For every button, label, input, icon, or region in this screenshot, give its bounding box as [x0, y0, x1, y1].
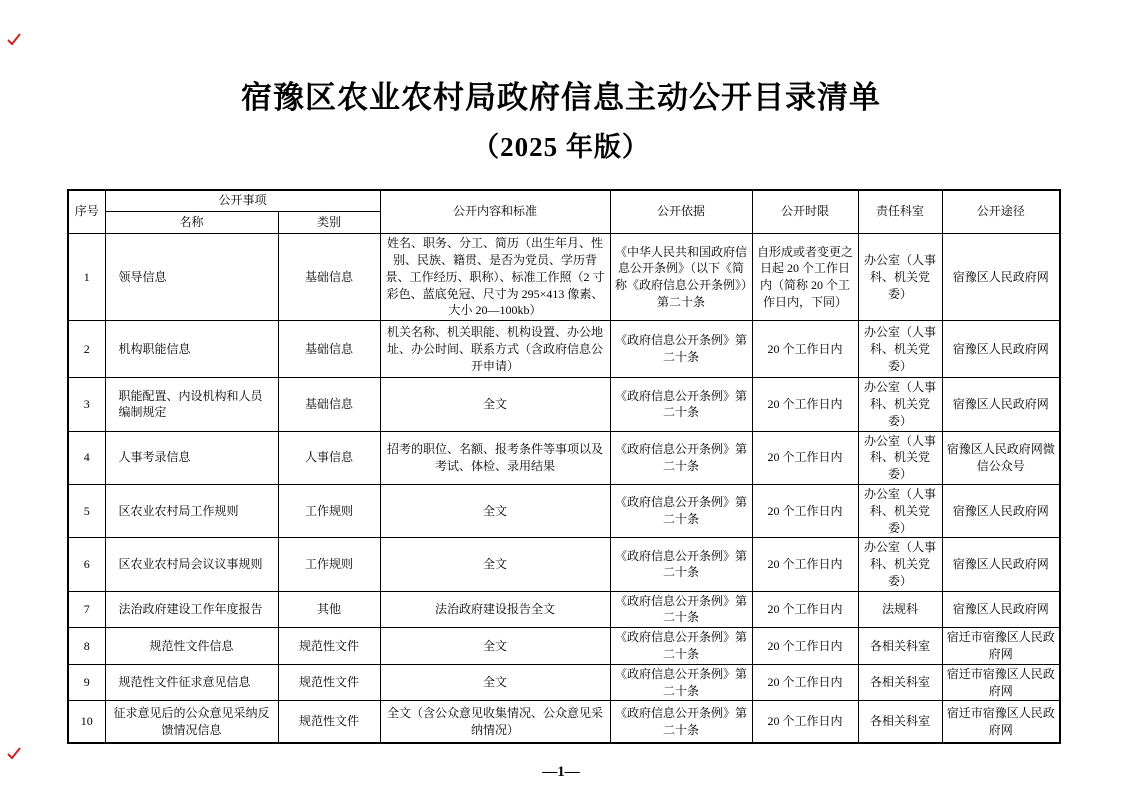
cell-channel: 宿豫区人民政府网 — [942, 591, 1060, 628]
table-row — [68, 484, 1060, 537]
cell-channel: 宿豫区人民政府网 — [942, 538, 1060, 591]
cell-time-limit: 20 个工作日内 — [752, 628, 858, 665]
cell-content: 机关名称、机关职能、机构设置、办公地址、办公时间、联系方式（含政府信息公开申请） — [380, 321, 610, 378]
table-row — [68, 701, 1060, 743]
cell-category: 工作规则 — [278, 538, 380, 591]
cell-time-limit: 自形成或者变更之日起 20 个工作日内（简称 20 个工作日内，下同） — [752, 234, 858, 321]
cell-category: 其他 — [278, 591, 380, 628]
cell-basis: 《政府信息公开条例》第二十条 — [610, 484, 752, 537]
cell-department: 办公室（人事科、机关党委） — [858, 538, 942, 591]
table-row — [68, 591, 1060, 628]
cell-name: 区农业农村局会议议事规则 — [105, 538, 278, 591]
cell-index: 8 — [68, 628, 105, 665]
cell-department: 各相关科室 — [858, 664, 942, 701]
cell-name: 区农业农村局工作规则 — [105, 484, 278, 537]
red-crop-mark-bottom-icon — [6, 746, 22, 760]
cell-channel: 宿豫区人民政府网 — [942, 484, 1060, 537]
cell-channel: 宿迁市宿豫区人民政府网 — [942, 664, 1060, 701]
cell-category: 基础信息 — [278, 321, 380, 378]
col-header-category: 类别 — [278, 212, 380, 234]
cell-channel: 宿豫区人民政府网微信公众号 — [942, 431, 1060, 484]
col-header-department: 责任科室 — [858, 190, 942, 234]
cell-category: 人事信息 — [278, 431, 380, 484]
cell-content: 全文 — [380, 664, 610, 701]
cell-index: 3 — [68, 378, 105, 431]
cell-time-limit: 20 个工作日内 — [752, 701, 858, 743]
cell-index: 6 — [68, 538, 105, 591]
table-row — [68, 234, 1060, 321]
table-row — [68, 321, 1060, 378]
page-subtitle: （2025 年版） — [472, 131, 650, 162]
cell-content: 全文 — [380, 484, 610, 537]
col-header-index: 序号 — [68, 190, 105, 234]
cell-category: 规范性文件 — [278, 664, 380, 701]
cell-channel: 宿豫区人民政府网 — [942, 321, 1060, 378]
cell-basis: 《政府信息公开条例》第二十条 — [610, 431, 752, 484]
cell-time-limit: 20 个工作日内 — [752, 664, 858, 701]
page-title: 宿豫区农业农村局政府信息主动公开目录清单 — [241, 80, 881, 115]
cell-content: 全文 — [380, 538, 610, 591]
col-header-channel: 公开途径 — [942, 190, 1060, 234]
cell-channel: 宿豫区人民政府网 — [942, 378, 1060, 431]
cell-channel: 宿豫区人民政府网 — [942, 234, 1060, 321]
cell-basis: 《政府信息公开条例》第二十条 — [610, 538, 752, 591]
cell-department: 办公室（人事科、机关党委） — [858, 484, 942, 537]
table-row — [68, 378, 1060, 431]
cell-name: 征求意见后的公众意见采纳反馈情况信息 — [105, 701, 278, 743]
cell-time-limit: 20 个工作日内 — [752, 378, 858, 431]
cell-index: 9 — [68, 664, 105, 701]
cell-index: 4 — [68, 431, 105, 484]
cell-category: 工作规则 — [278, 484, 380, 537]
cell-department: 办公室（人事科、机关党委） — [858, 378, 942, 431]
cell-name: 规范性文件征求意见信息 — [105, 664, 278, 701]
table-row — [68, 664, 1060, 701]
cell-content: 全文 — [380, 628, 610, 665]
col-header-content: 公开内容和标准 — [380, 190, 610, 234]
cell-department: 办公室（人事科、机关党委） — [858, 234, 942, 321]
col-header-matter-group: 公开事项 — [105, 190, 380, 212]
col-header-name: 名称 — [105, 212, 278, 234]
cell-department: 办公室（人事科、机关党委） — [858, 431, 942, 484]
cell-time-limit: 20 个工作日内 — [752, 431, 858, 484]
cell-channel: 宿迁市宿豫区人民政府网 — [942, 701, 1060, 743]
table-row — [68, 538, 1060, 591]
title-block — [0, 0, 1122, 164]
cell-basis: 《中华人民共和国政府信息公开条例》（以下《简称《政府信息公开条例》）第二十条 — [610, 234, 752, 321]
cell-channel: 宿迁市宿豫区人民政府网 — [942, 628, 1060, 665]
cell-basis: 《政府信息公开条例》第二十条 — [610, 701, 752, 743]
table-row — [68, 628, 1060, 665]
cell-content: 全文（含公众意见收集情况、公众意见采纳情况） — [380, 701, 610, 743]
cell-category: 规范性文件 — [278, 628, 380, 665]
cell-department: 各相关科室 — [858, 628, 942, 665]
cell-category: 基础信息 — [278, 378, 380, 431]
page-number: —1— — [542, 763, 580, 780]
cell-content: 法治政府建设报告全文 — [380, 591, 610, 628]
cell-basis: 《政府信息公开条例》第二十条 — [610, 628, 752, 665]
cell-name: 职能配置、内设机构和人员编制规定 — [105, 378, 278, 431]
cell-time-limit: 20 个工作日内 — [752, 538, 858, 591]
cell-index: 2 — [68, 321, 105, 378]
cell-index: 7 — [68, 591, 105, 628]
cell-department: 办公室（人事科、机关党委） — [858, 321, 942, 378]
cell-basis: 《政府信息公开条例》第二十条 — [610, 664, 752, 701]
col-header-time-limit: 公开时限 — [752, 190, 858, 234]
cell-name: 机构职能信息 — [105, 321, 278, 378]
cell-name: 法治政府建设工作年度报告 — [105, 591, 278, 628]
cell-basis: 《政府信息公开条例》第二十条 — [610, 591, 752, 628]
cell-category: 基础信息 — [278, 234, 380, 321]
table-row — [68, 431, 1060, 484]
cell-basis: 《政府信息公开条例》第二十条 — [610, 378, 752, 431]
cell-name: 规范性文件信息 — [105, 628, 278, 665]
cell-index: 10 — [68, 701, 105, 743]
col-header-basis: 公开依据 — [610, 190, 752, 234]
cell-index: 1 — [68, 234, 105, 321]
header-row-1 — [68, 190, 1060, 212]
cell-time-limit: 20 个工作日内 — [752, 591, 858, 628]
cell-time-limit: 20 个工作日内 — [752, 321, 858, 378]
cell-category: 规范性文件 — [278, 701, 380, 743]
cell-name: 人事考录信息 — [105, 431, 278, 484]
cell-department: 法规科 — [858, 591, 942, 628]
cell-index: 5 — [68, 484, 105, 537]
cell-name: 领导信息 — [105, 234, 278, 321]
cell-content: 全文 — [380, 378, 610, 431]
cell-time-limit: 20 个工作日内 — [752, 484, 858, 537]
cell-department: 各相关科室 — [858, 701, 942, 743]
cell-content: 姓名、职务、分工、简历（出生年月、性别、民族、籍贯、是否为党员、学历背景、工作经历、职称）、标准工作照（2 寸彩色、蓝底免冠、尺寸为 295×413 像素、大小 20—100kb） — [380, 234, 610, 321]
cell-content: 招考的职位、名额、报考条件等事项以及考试、体检、录用结果 — [380, 431, 610, 484]
disclosure-catalog-table — [67, 189, 1061, 744]
cell-basis: 《政府信息公开条例》第二十条 — [610, 321, 752, 378]
red-crop-mark-top-icon — [6, 32, 22, 46]
